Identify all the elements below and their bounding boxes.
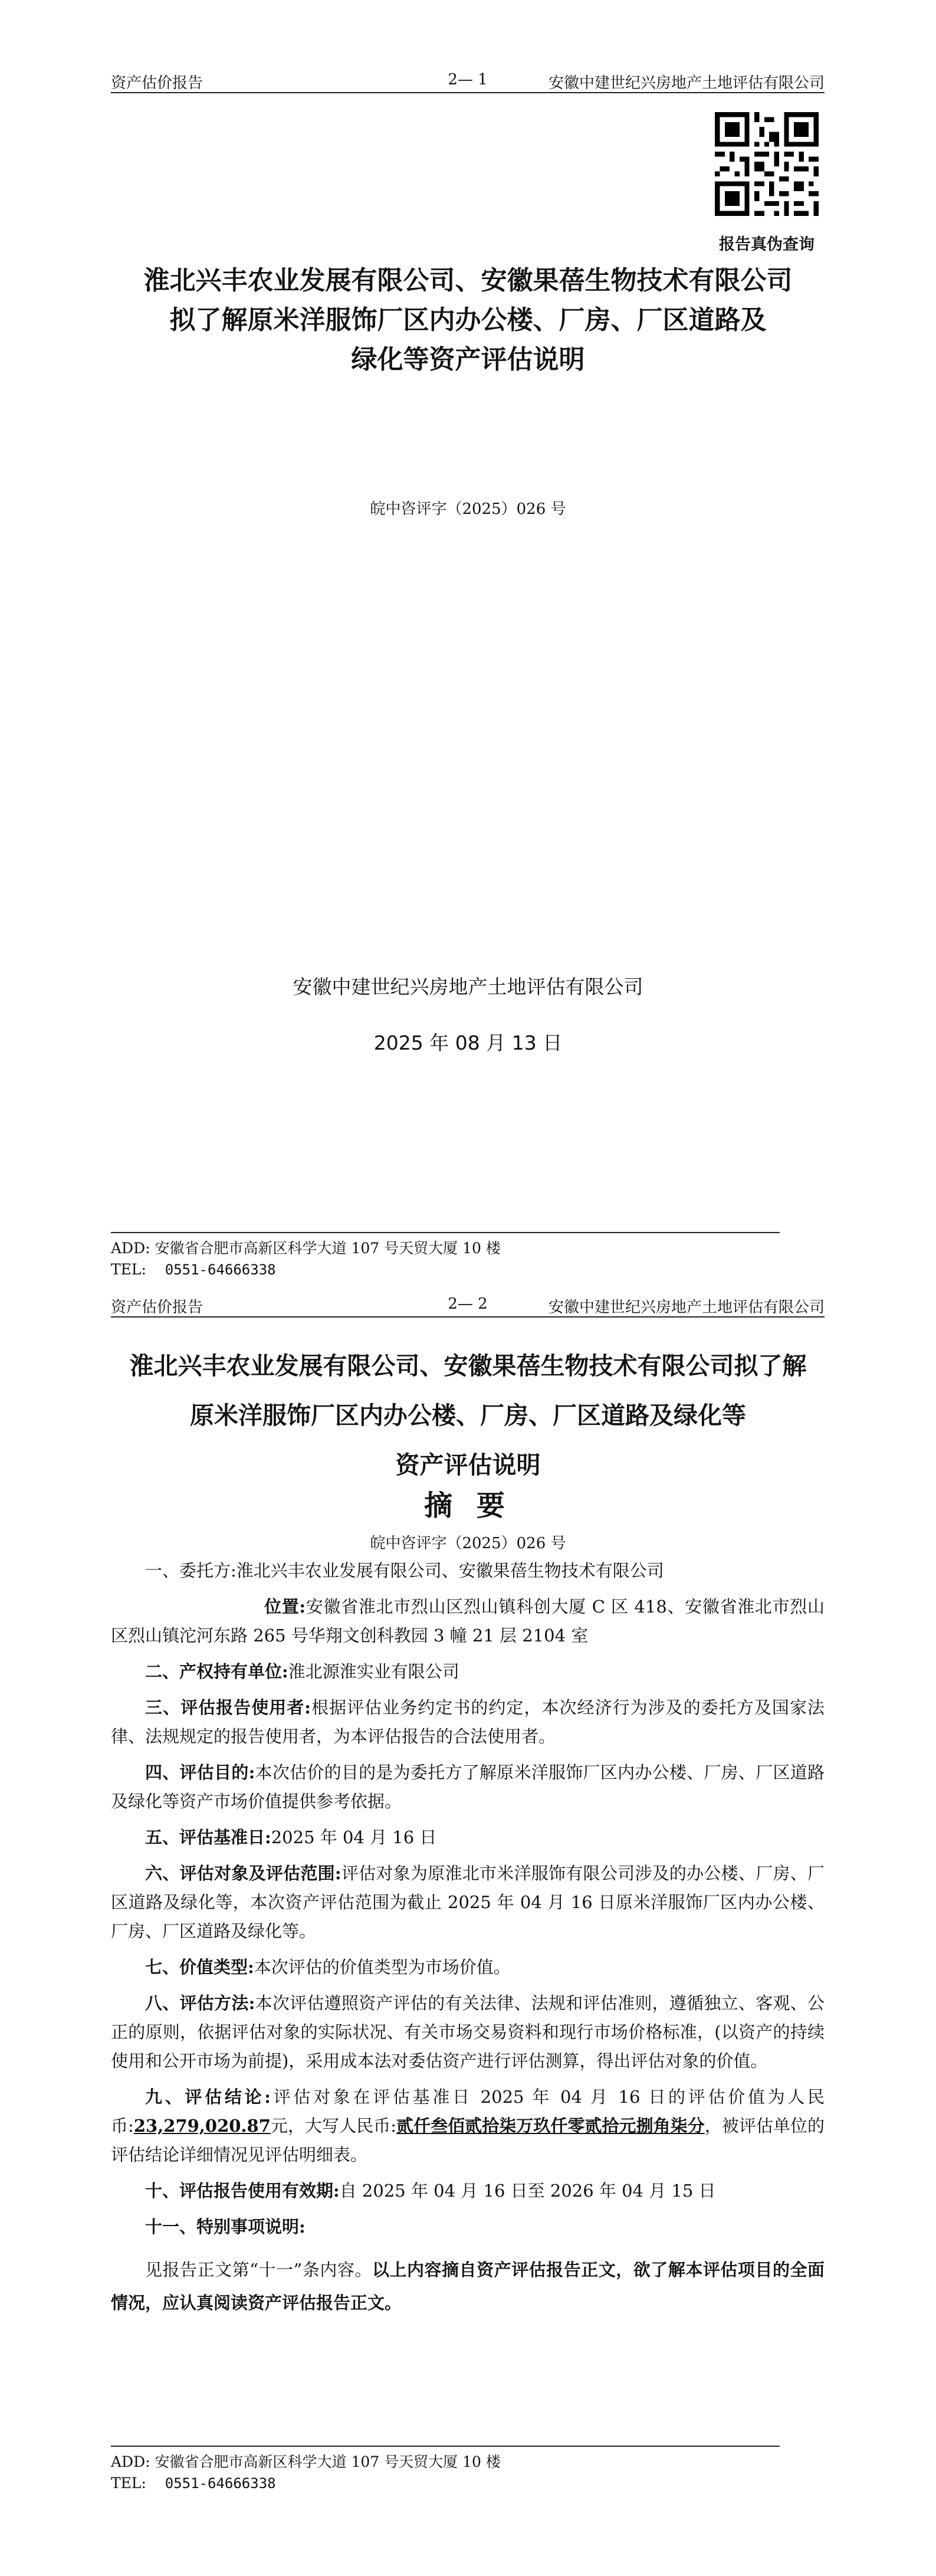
item-value-type: 七、价值类型:本次评估的价值类型为市场价值。 xyxy=(145,1957,511,1977)
cover-report-number: 皖中咨评字（2025）026 号 xyxy=(370,500,566,518)
item-client: 一、委托方:淮北兴丰农业发展有限公司、安徽果蓓生物技术有限公司 xyxy=(145,1561,664,1581)
item-purpose: 四、评估目的:本次估价的目的是为委托方了解原米洋服饰厂区内办公楼、厂房、厂区道路及绿化等资产市场价值提供参考依据。 xyxy=(111,1762,825,1811)
footer-address: ADD: 安徽省合肥市高新区科学大道 107 号天贸大厦 10 楼 xyxy=(111,1240,501,1257)
page-footer xyxy=(111,2446,780,2494)
summary-title xyxy=(94,1341,842,1490)
page-footer xyxy=(111,1232,780,1280)
summary-report-number: 皖中咨评字（2025）026 号 xyxy=(370,1535,566,1552)
cover-title-line: 淮北兴丰农业发展有限公司、安徽果蓓生物技术有限公司 xyxy=(143,266,793,296)
item-location: 位置:安徽省淮北市烈山区烈山镇科创大厦 C 区 418、安徽省淮北市烈山区烈山镇沱河东路 265 号华翔文创科教园 3 幢 21 层 2104 室 xyxy=(111,1597,825,1646)
item-validity: 十、评估报告使用有效期:自 2025 年 04 月 16 日至 2026 年 04 月 15 日 xyxy=(145,2181,716,2201)
header-left: 资产估价报告 xyxy=(111,74,203,92)
item-base-date: 五、评估基准日:2025 年 04 月 16 日 xyxy=(145,1827,437,1847)
page-header xyxy=(111,1293,825,1318)
footer-tel-number: 0551-64666338 xyxy=(165,2475,276,2492)
item-special-text: 见报告正文第“十一”条内容。以上内容摘自资产评估报告正文，欲了解本评估项目的全面情况，应认真阅读资产评估报告正文。 xyxy=(111,2260,825,2313)
header-page-number: 2— 1 xyxy=(448,71,488,89)
item-scope: 六、评估对象及评估范围:评估对象为原淮北市米洋服饰有限公司涉及的办公楼、厂房、厂区道路及绿化等，本次资产评估范围为截止 2025 年 04 月 16 日原米洋服饰厂区内办公楼、厂房、厂区道路及绿化等。 xyxy=(111,1863,825,1941)
qr-label: 报告真伪查询 xyxy=(719,235,815,254)
item-special: 十一、特别事项说明: xyxy=(145,2217,306,2237)
amount-figure: 23,279,020.87 xyxy=(133,2116,271,2136)
cover-organization: 安徽中建世纪兴房地产土地评估有限公司 xyxy=(293,975,643,998)
footer-tel-label: TEL: xyxy=(111,1261,146,1278)
cover-title-line: 拟了解原米洋服饰厂区内办公楼、厂房、厂区道路及 xyxy=(169,305,767,335)
summary-body xyxy=(111,1556,825,2326)
footer-address: ADD: 安徽省合肥市高新区科学大道 107 号天贸大厦 10 楼 xyxy=(111,2453,501,2470)
header-left: 资产估价报告 xyxy=(111,1299,203,1316)
header-right: 安徽中建世纪兴房地产土地评估有限公司 xyxy=(548,1299,825,1316)
summary-title-line: 淮北兴丰农业发展有限公司、安徽果蓓生物技术有限公司拟了解 xyxy=(129,1352,807,1380)
footer-tel xyxy=(111,2473,780,2494)
footer-tel xyxy=(111,1259,780,1280)
footer-tel-number: 0551-64666338 xyxy=(165,1261,276,1278)
amount-chinese: 贰仟叁佰贰拾柒万玖仟零贰拾元捌角柒分 xyxy=(396,2116,705,2136)
abstract-heading: 摘 要 xyxy=(424,1489,512,1522)
label: 一、委托方: xyxy=(145,1561,237,1581)
cover-title xyxy=(94,261,842,379)
header-page-number: 2— 2 xyxy=(448,1295,488,1313)
item-owner: 二、产权持有单位:淮北源淮实业有限公司 xyxy=(145,1661,459,1682)
header-right: 安徽中建世纪兴房地产土地评估有限公司 xyxy=(548,74,825,92)
summary-page xyxy=(0,1288,936,2576)
page-header xyxy=(111,68,825,93)
summary-title-line: 资产评估说明 xyxy=(395,1451,541,1479)
item-conclusion: 九、评估结论:评估对象在评估基准日 2025 年 04 月 16 日的评估价值为人民币:23,279,020.87元，大写人民币:贰仟叁佰贰拾柒万玖仟零贰拾元捌角柒分，被评估单位的评估结论详细情况见评估明细表。 xyxy=(111,2087,825,2165)
item-method: 八、评估方法:本次评估遵照资产评估的有关法律、法规和评估准则，遵循独立、客观、公正的原则，依据评估对象的实际状况、有关市场交易资料和现行市场价格标准，(以资产的持续使用和公开市场为前提)，采用成本法对委估资产进行评估测算，得出评估对象的价值。 xyxy=(111,1993,825,2071)
summary-title-line: 原米洋服饰厂区内办公楼、厂房、厂区道路及绿化等 xyxy=(190,1401,746,1430)
cover-date: 2025 年 08 月 13 日 xyxy=(373,1031,563,1054)
footer-tel-label: TEL: xyxy=(111,2475,146,2492)
qr-code-icon[interactable] xyxy=(715,112,819,216)
item-report-user: 三、评估报告使用者:根据评估业务约定书的约定，本次经济行为涉及的委托方及国家法律、法规规定的报告使用者，为本评估报告的合法使用者。 xyxy=(111,1697,825,1746)
cover-title-line: 绿化等资产评估说明 xyxy=(351,345,585,375)
